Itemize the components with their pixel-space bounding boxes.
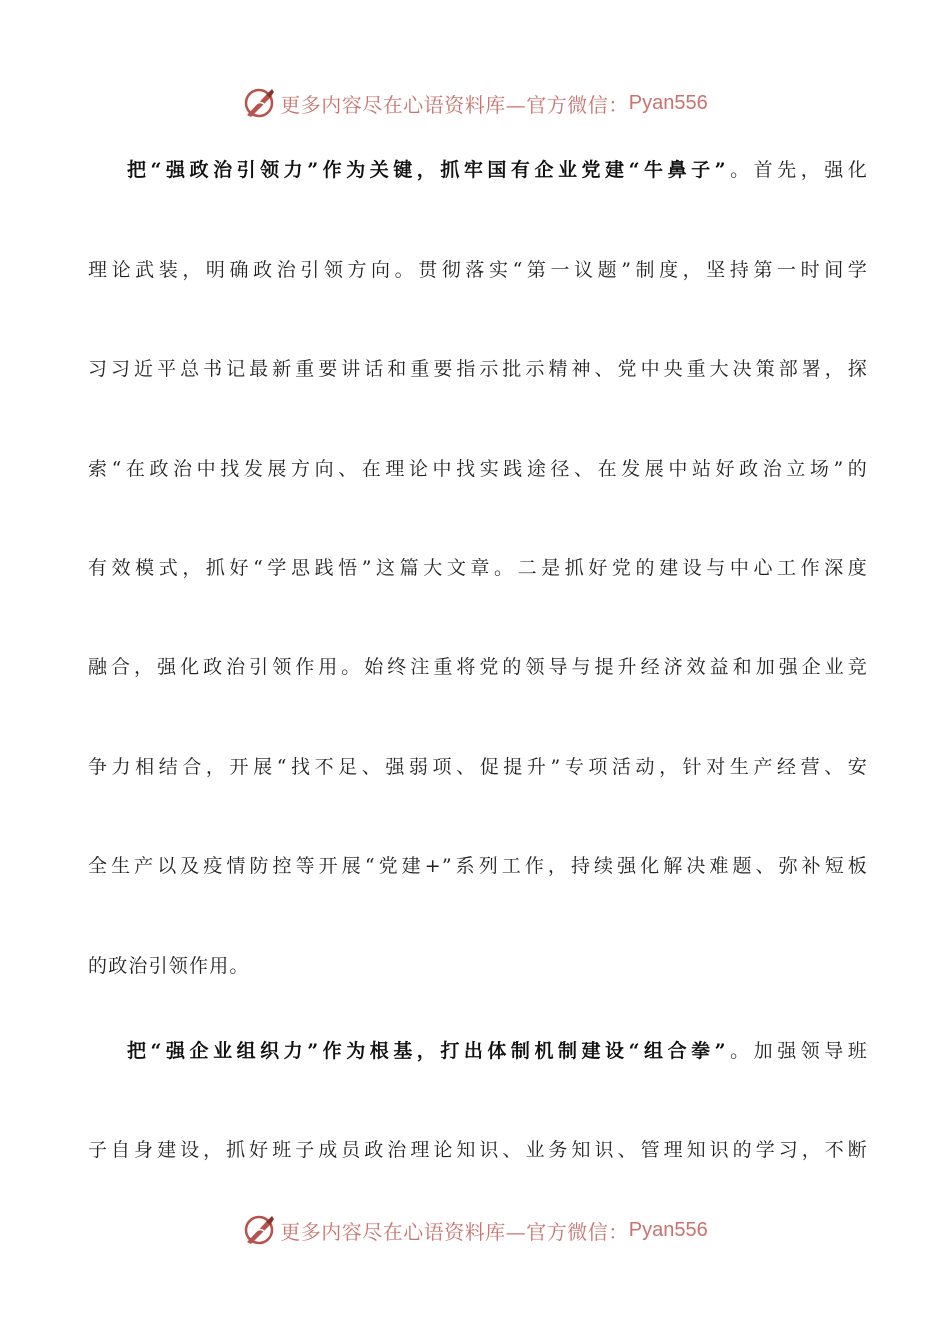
paragraph-2-line-1 bbox=[127, 1036, 868, 1066]
paragraph-1-heading: 把“强政治引领力”作为关键，抓牢国有企业党建“牛鼻子” bbox=[127, 159, 727, 181]
wechat-id: Pyan556 bbox=[628, 91, 708, 114]
paragraph-line: 的政治引领作用。 bbox=[88, 955, 250, 977]
paragraph-line: 争力相结合，开展“找不足、强弱项、促提升”专项活动，针对生产经营、安 bbox=[88, 756, 868, 778]
paragraph-2-heading: 把“强企业组织力”作为根基，打出体制机制建设“组合拳” bbox=[127, 1040, 727, 1062]
paragraph-1-line-1 bbox=[127, 155, 868, 185]
paragraph-line: 子自身建设，抓好班子成员政治理论知识、业务知识、管理知识的学习，不断 bbox=[88, 1139, 868, 1161]
paragraph-2-text: 。加强领导班 bbox=[726, 1040, 868, 1062]
paragraph-1-text: 。首先，强化 bbox=[726, 159, 868, 181]
watermark-text: 更多内容尽在心语资料库—官方微信： bbox=[280, 92, 629, 117]
pen-logo-icon bbox=[242, 1213, 276, 1247]
header-watermark bbox=[0, 83, 950, 123]
paragraph-line: 习习近平总书记最新重要讲话和重要指示批示精神、党中央重大决策部署，探 bbox=[88, 358, 868, 380]
paragraph-line: 理论武装，明确政治引领方向。贯彻落实“第一议题”制度，坚持第一时间学 bbox=[88, 259, 868, 281]
paragraph-line: 有效模式，抓好“学思践悟”这篇大文章。二是抓好党的建设与中心工作深度 bbox=[88, 557, 868, 579]
footer-watermark bbox=[0, 1210, 950, 1250]
paragraph-line: 融合，强化政治引领作用。始终注重将党的领导与提升经济效益和加强企业竞 bbox=[88, 656, 868, 678]
watermark-text: 更多内容尽在心语资料库—官方微信： bbox=[280, 1219, 629, 1244]
paragraph-line: 索“在政治中找发展方向、在理论中找实践途径、在发展中站好政治立场”的 bbox=[88, 458, 868, 480]
wechat-id: Pyan556 bbox=[628, 1218, 708, 1241]
paragraph-line: 全生产以及疫情防控等开展“党建+”系列工作，持续强化解决难题、弥补短板 bbox=[88, 855, 868, 877]
pen-logo-icon bbox=[242, 86, 276, 120]
